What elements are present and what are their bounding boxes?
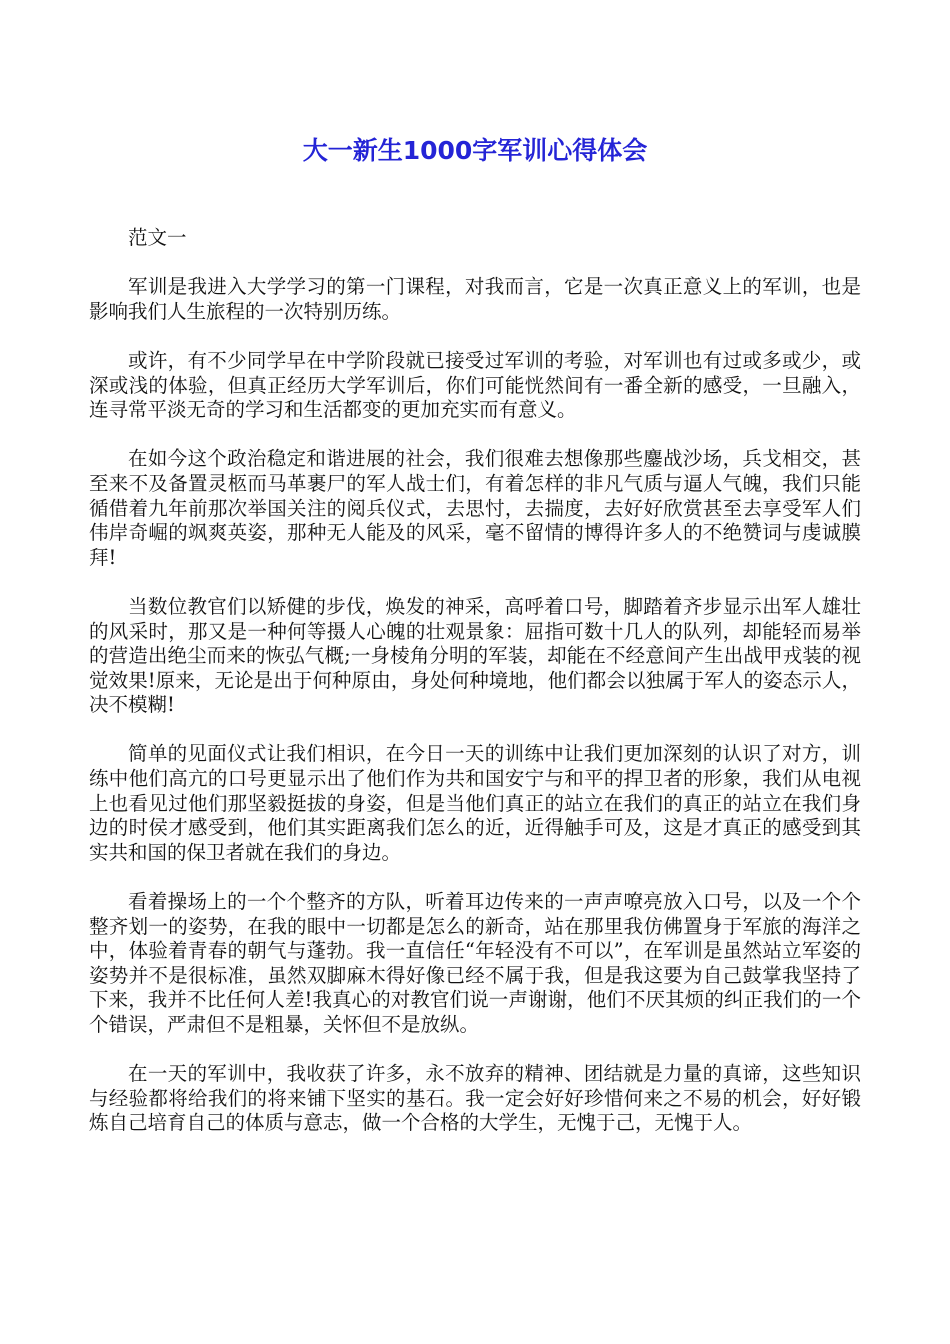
paragraph: 在一天的军训中，我收获了许多，永不放弃的精神、团结就是力量的真谛，这些知识与经验都将给我们的将来铺下坚实的基石。我一定会好好珍惜何来之不易的机会，好好锻炼自己培育自己的体质与意志，做一个合格的大学生，无愧于己，无愧于人。: [89, 1062, 861, 1135]
paragraph: 或许，有不少同学早在中学阶段就已接受过军训的考验，对军训也有过或多或少，或深或浅的体验，但真正经历大学军训后，你们可能恍然间有一番全新的感受，一旦融入，连寻常平淡无奇的学习和生活都变的更加充实而有意义。: [89, 348, 861, 422]
document-title: 大一新生1000字军训心得体会: [302, 136, 648, 165]
paragraph: 军训是我进入大学学习的第一门课程，对我而言，它是一次真正意义上的军训，也是影响我们人生旅程的一次特别历练。: [89, 275, 861, 323]
paragraph: 在如今这个政治稳定和谐进展的社会，我们很难去想像那些鏖战沙场，兵戈相交，甚至来不及备置灵柩而马革裹尸的军人战士们，有着怎样的非凡气质与逼人气魄，我们只能循借着九年前那次举国关注的阅兵仪式，去思忖，去揣度，去好好欣赏甚至去享受军人们伟岸奇崛的飒爽英姿，那种无人能及的风采，毫不留情的博得许多人的不绝赞词与虔诚膜拜!: [89, 447, 861, 569]
paragraph: 当数位教官们以矫健的步伐，焕发的神采，高呼着口号，脚踏着齐步显示出军人雄壮的风采时，那又是一种何等摄人心魄的壮观景象：屈指可数十几人的队列，却能轻而易举的营造出绝尘而来的恢弘气概;一身棱角分明的军装，却能在不经意间产生出战甲戎装的视觉效果!原来，无论是出于何种原由，身处何种境地，他们都会以独属于军人的姿态示人，决不模糊!: [89, 594, 861, 717]
paragraph-section-heading: 范文一: [128, 226, 187, 249]
paragraph: 简单的见面仪式让我们相识，在今日一天的训练中让我们更加深刻的认识了对方，训练中他们高亢的口号更显示出了他们作为共和国安宁与和平的捍卫者的形象，我们从电视上也看见过他们那坚毅挺拔的身姿，但是当他们真正的站立在我们的真正的站立在我们身边的时侯才感受到，他们其实距离我们怎么的近，近得触手可及，这是才真正的感受到其实共和国的保卫者就在我们的身边。: [89, 742, 861, 864]
paragraph: 看着操场上的一个个整齐的方队，听着耳边传来的一声声嘹亮放入口号，以及一个个整齐划一的姿势，在我的眼中一切都是怎么的新奇，站在那里我仿佛置身于军旅的海洋之中，体验着青春的朝气与蓬勃。我一直信任“年轻没有不可以”，在军训是虽然站立军姿的姿势并不是很标准，虽然双脚麻木得好像已经不属于我，但是我这要为自己鼓掌我坚持了下来，我并不比任何人差!我真心的对教官们说一声谢谢，他们不厌其烦的纠正我们的一个个错误，严肃但不是粗暴，关怀但不是放纵。: [89, 890, 861, 1036]
document-body: [89, 226, 861, 1161]
